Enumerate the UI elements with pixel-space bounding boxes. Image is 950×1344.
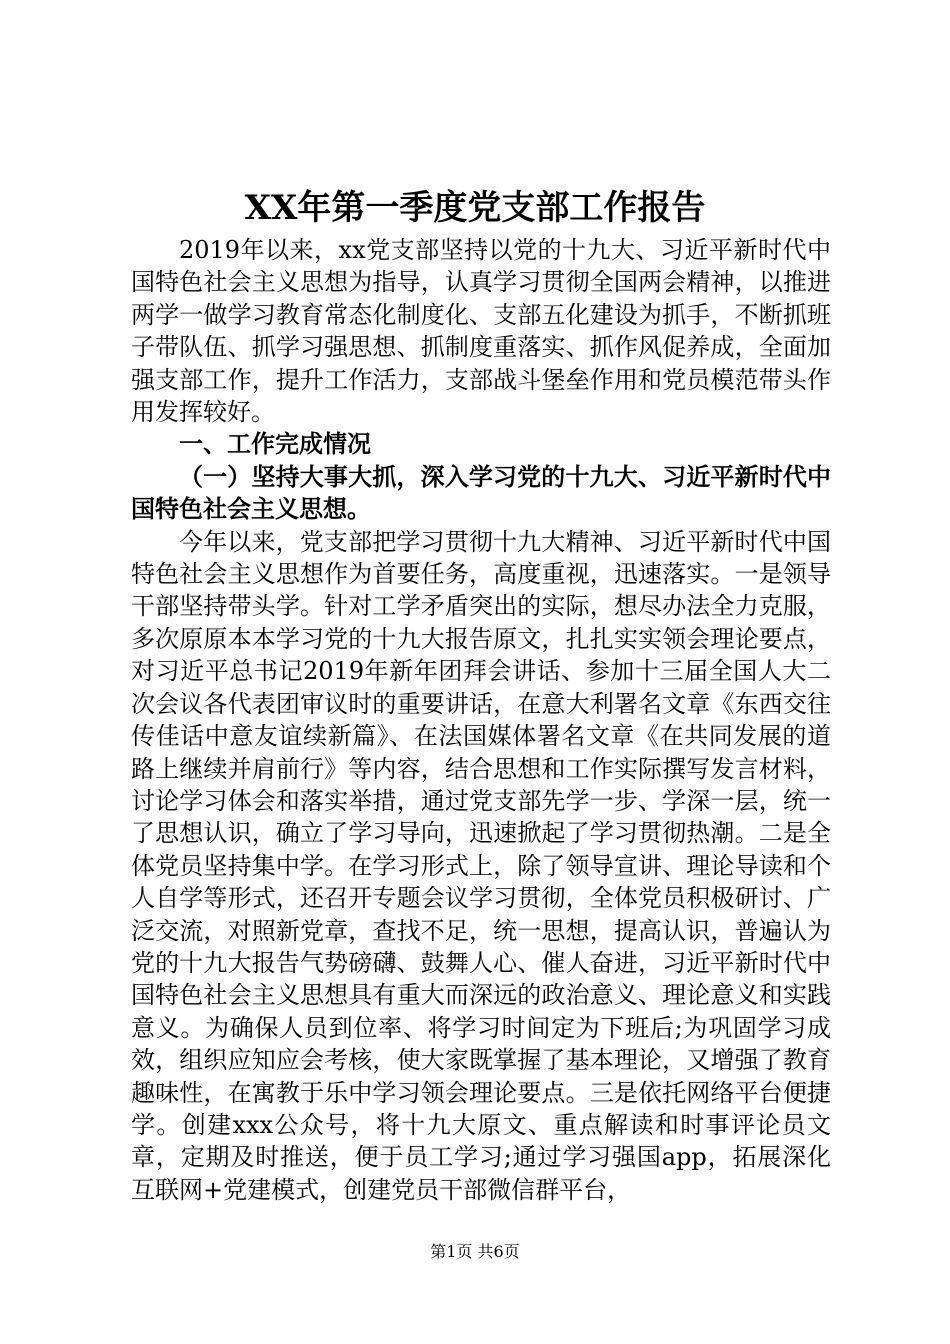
paragraph-intro: 2019年以来，xx党支部坚持以党的十九大、习近平新时代中国特色社会主义思想为指导，认真学习贯彻全国两会精神，以推进两学一做学习教育常态化制度化、支部五化建设为抓手，不断抓班子带队伍、抓学习强思想、抓制度重落实、抓作风促养成，全面加强支部工作，提升工作活力，支部战斗堡垒作用和党员模范带头作用发挥较好。 [131, 236, 831, 427]
document-body [131, 234, 831, 1206]
page-number-footer: 第1页 共6页 [430, 1242, 520, 1261]
section-heading: 一、工作完成情况 [179, 430, 371, 459]
paragraph-body: 今年以来，党支部把学习贯彻十九大精神、习近平新时代中国特色社会主义思想作为首要任务，高度重视，迅速落实。一是领导干部坚持带头学。针对工学矛盾突出的实际，想尽办法全力克服，多次原原本本学习党的十九大报告原文，扎扎实实领会理论要点，对习近平总书记2019年新年团拜会讲话、参加十三届全国人大二次会议各代表团审议时的重要讲话，在意大利署名文章《东西交往传佳话中意友谊续新篇》、在法国媒体署名文章《在共同发展的道路上继续并肩前行》等内容，结合思想和工作实际撰写发言材料，讨论学习体会和落实举措，通过党支部先学一步、学深一层，统一了思想认识，确立了学习导向，迅速掀起了学习贯彻热潮。二是全体党员坚持集中学。在学习形式上，除了领导宣讲、理论导读和个人自学等形式，还召开专题会议学习贯彻，全体党员积极研讨、广泛交流，对照新党章，查找不足，统一思想，提高认识，普遍认为党的十九大报告气势磅礴、鼓舞人心、催人奋进，习近平新时代中国特色社会主义思想具有重大而深远的政治意义、理论意义和实践意义。为确保人员到位率、将学习时间定为下班后;为巩固学习成效，组织应知应会考核，使大家既掌握了基本理论，又增强了教育趣味性，在寓教于乐中学习领会理论要点。三是依托网络平台便捷学。创建xxx公众号，将十九大原文、重点解读和时事评论员文章，定期及时推送，便于员工学习;通过学习强国app，拓展深化互联网+党建模式，创建党员干部微信群平台， [131, 527, 831, 1204]
subsection-heading: （一）坚持大事大抓，深入学习党的十九大、习近平新时代中国特色社会主义思想。 [131, 462, 831, 524]
document-title: XX年第一季度党支部工作报告 [244, 188, 706, 228]
